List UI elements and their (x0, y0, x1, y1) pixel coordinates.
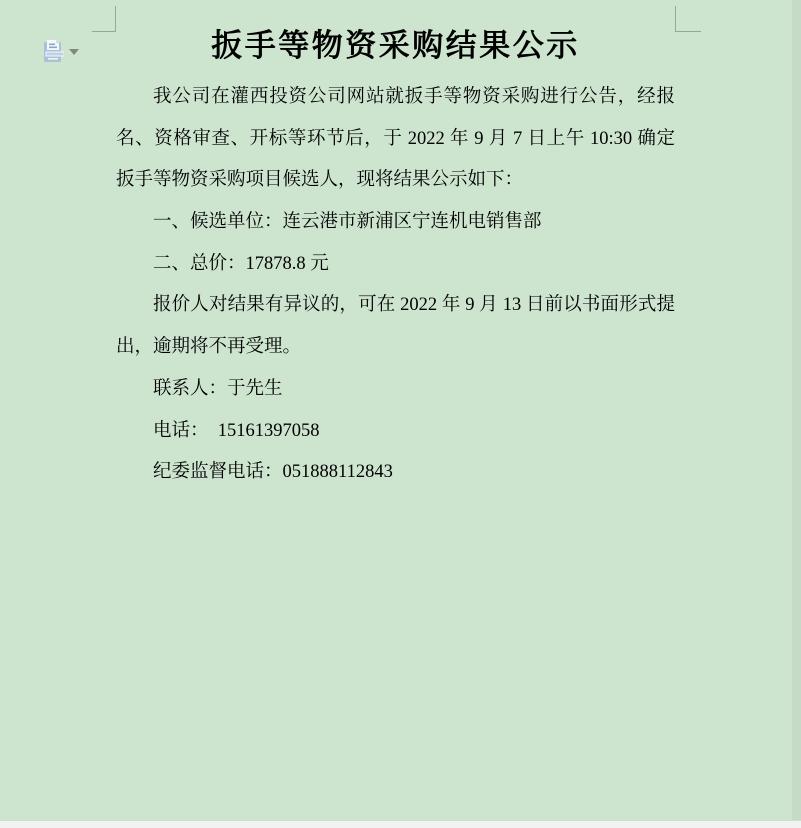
page-right-edge-band (792, 0, 801, 820)
document-line[interactable]: 扳手等物资采购项目候选人，现将结果公示如下： (116, 170, 524, 191)
document-line[interactable]: 纪委监督电话：051888112843 (153, 462, 393, 483)
document-line[interactable]: 电话： 15161397058 (153, 420, 320, 441)
paste-options-button[interactable] (42, 38, 86, 65)
bottom-scrollbar-strip[interactable] (0, 820, 801, 828)
document-line[interactable]: 我公司在灌西投资公司网站就扳手等物资采购进行公告，经报 (153, 87, 675, 107)
chevron-down-icon (69, 49, 79, 55)
margin-crop-mark-top-left (92, 31, 116, 32)
document-line[interactable]: 名、资格审查、开标等环节后，于 2022 年 9 月 7 日上午 10:30 确定 (116, 128, 675, 149)
document-line[interactable]: 联系人：于先生 (153, 378, 283, 399)
clipboard-icon (44, 40, 64, 63)
document-line[interactable]: 报价人对结果有异议的，可在 2022 年 9 月 13 日前以书面形式提 (153, 295, 675, 316)
document-line[interactable]: 出，逾期将不再受理。 (116, 337, 302, 358)
margin-crop-mark-top-right (676, 31, 701, 32)
document-body (116, 77, 675, 494)
margin-crop-mark-top-right (675, 6, 676, 32)
document-line[interactable]: 一、候选单位：连云港市新浦区宁连机电销售部 (153, 212, 542, 233)
document-line[interactable]: 二、总价：17878.8 元 (153, 253, 329, 274)
document-title[interactable]: 扳手等物资采购结果公示 (211, 28, 580, 63)
